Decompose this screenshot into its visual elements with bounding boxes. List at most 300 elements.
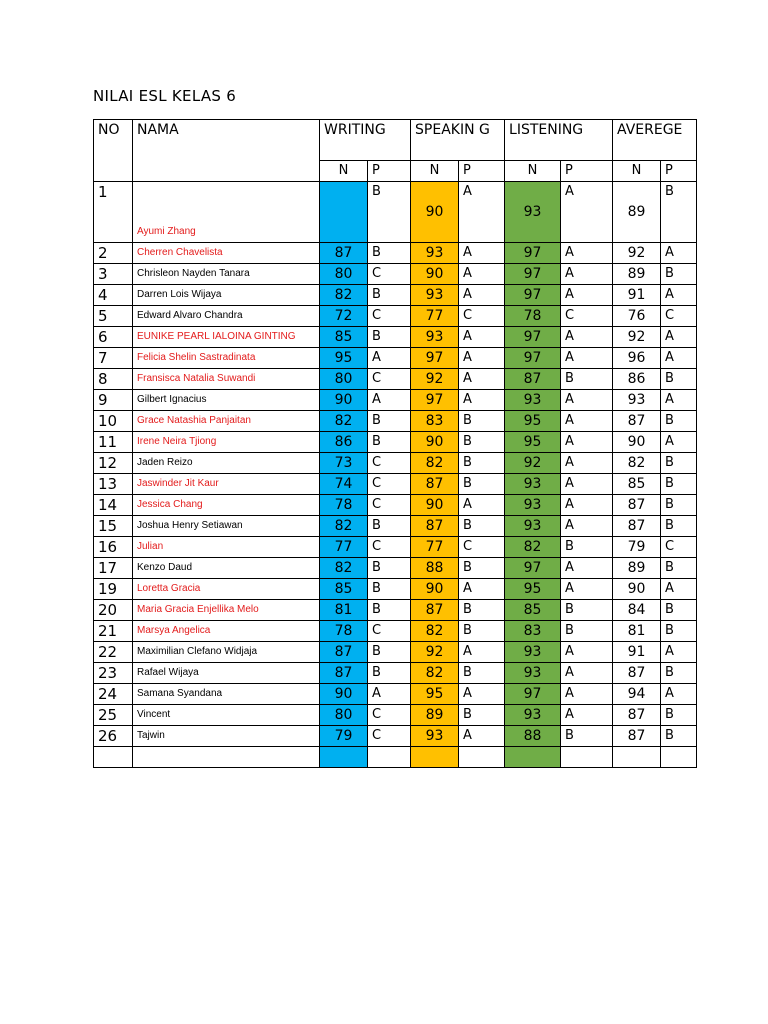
- student-no: 26: [94, 726, 133, 747]
- empty-cell: [320, 747, 368, 768]
- speaking-score: 90: [411, 579, 459, 600]
- listening-score: 97: [505, 264, 561, 285]
- header-listening: LISTENING: [505, 120, 613, 161]
- speaking-grade: C: [459, 537, 505, 558]
- listening-grade: A: [561, 642, 613, 663]
- student-name: Loretta Gracia: [133, 579, 320, 600]
- speaking-grade: A: [459, 726, 505, 747]
- student-name: EUNIKE PEARL IALOINA GINTING: [133, 327, 320, 348]
- listening-score: 93: [505, 516, 561, 537]
- average-score: 89: [613, 264, 661, 285]
- listening-grade: A: [561, 243, 613, 264]
- listening-score: 92: [505, 453, 561, 474]
- table-row: [94, 264, 697, 285]
- student-name: Cherren Chavelista: [133, 243, 320, 264]
- student-no: 15: [94, 516, 133, 537]
- writing-score: 82: [320, 516, 368, 537]
- speaking-score: 97: [411, 348, 459, 369]
- speaking-grade: A: [459, 182, 505, 243]
- speaking-score: 93: [411, 285, 459, 306]
- writing-grade: B: [368, 327, 411, 348]
- average-score: 90: [613, 432, 661, 453]
- speaking-score: 97: [411, 390, 459, 411]
- average-grade: B: [661, 705, 697, 726]
- listening-score: 85: [505, 600, 561, 621]
- listening-score: 97: [505, 684, 561, 705]
- student-no: 13: [94, 474, 133, 495]
- student-no: 2: [94, 243, 133, 264]
- student-no: 11: [94, 432, 133, 453]
- student-no: 22: [94, 642, 133, 663]
- speaking-grade: A: [459, 579, 505, 600]
- writing-grade: B: [368, 600, 411, 621]
- listening-grade: A: [561, 390, 613, 411]
- table-row: [94, 705, 697, 726]
- average-grade: A: [661, 579, 697, 600]
- average-score: 94: [613, 684, 661, 705]
- speaking-grade: B: [459, 516, 505, 537]
- speaking-grade: B: [459, 474, 505, 495]
- listening-grade: A: [561, 663, 613, 684]
- average-grade: B: [661, 264, 697, 285]
- writing-grade: B: [368, 663, 411, 684]
- student-name: Samana Syandana: [133, 684, 320, 705]
- table-row: [94, 285, 697, 306]
- average-grade: A: [661, 390, 697, 411]
- average-grade: A: [661, 348, 697, 369]
- writing-score: 85: [320, 579, 368, 600]
- subheader-writing-n: N: [320, 161, 368, 182]
- writing-grade: C: [368, 621, 411, 642]
- table-row: [94, 516, 697, 537]
- speaking-grade: A: [459, 684, 505, 705]
- average-grade: B: [661, 411, 697, 432]
- student-name: Fransisca Natalia Suwandi: [133, 369, 320, 390]
- listening-grade: A: [561, 182, 613, 243]
- writing-score: 95: [320, 348, 368, 369]
- student-name: Chrisleon Nayden Tanara: [133, 264, 320, 285]
- writing-grade: C: [368, 726, 411, 747]
- student-no: 21: [94, 621, 133, 642]
- speaking-grade: A: [459, 348, 505, 369]
- listening-score: 78: [505, 306, 561, 327]
- speaking-grade: A: [459, 642, 505, 663]
- speaking-grade: B: [459, 453, 505, 474]
- header-nama: NAMA: [133, 120, 320, 182]
- listening-grade: B: [561, 600, 613, 621]
- listening-grade: A: [561, 558, 613, 579]
- student-name: Gilbert Ignacius: [133, 390, 320, 411]
- average-grade: B: [661, 474, 697, 495]
- table-row: [94, 306, 697, 327]
- student-no: 6: [94, 327, 133, 348]
- listening-grade: B: [561, 537, 613, 558]
- writing-score: 79: [320, 726, 368, 747]
- speaking-grade: A: [459, 243, 505, 264]
- writing-score: 72: [320, 306, 368, 327]
- speaking-grade: C: [459, 306, 505, 327]
- table-row: [94, 726, 697, 747]
- table-row: [94, 495, 697, 516]
- student-no: 14: [94, 495, 133, 516]
- student-no: 5: [94, 306, 133, 327]
- listening-score: 93: [505, 182, 561, 243]
- student-no: 3: [94, 264, 133, 285]
- header-average: AVEREGE: [613, 120, 697, 161]
- writing-score: 85: [320, 327, 368, 348]
- average-grade: B: [661, 726, 697, 747]
- average-grade: B: [661, 621, 697, 642]
- average-score: 87: [613, 411, 661, 432]
- writing-grade: A: [368, 348, 411, 369]
- header-writing: WRITING: [320, 120, 411, 161]
- writing-grade: C: [368, 495, 411, 516]
- average-grade: A: [661, 285, 697, 306]
- listening-grade: B: [561, 621, 613, 642]
- table-row: [94, 642, 697, 663]
- table-row: [94, 182, 697, 243]
- empty-cell: [368, 747, 411, 768]
- table-row: [94, 474, 697, 495]
- listening-grade: A: [561, 411, 613, 432]
- listening-grade: A: [561, 264, 613, 285]
- writing-score: 87: [320, 663, 368, 684]
- subheader-listening-n: N: [505, 161, 561, 182]
- average-score: 87: [613, 516, 661, 537]
- average-score: 79: [613, 537, 661, 558]
- listening-grade: A: [561, 579, 613, 600]
- student-no: 24: [94, 684, 133, 705]
- speaking-grade: A: [459, 390, 505, 411]
- listening-score: 93: [505, 705, 561, 726]
- student-no: 8: [94, 369, 133, 390]
- writing-score: 86: [320, 432, 368, 453]
- speaking-score: 92: [411, 642, 459, 663]
- empty-cell: [459, 747, 505, 768]
- average-score: 81: [613, 621, 661, 642]
- listening-grade: A: [561, 348, 613, 369]
- speaking-score: 77: [411, 306, 459, 327]
- writing-grade: B: [368, 432, 411, 453]
- speaking-grade: B: [459, 600, 505, 621]
- student-no: 16: [94, 537, 133, 558]
- listening-score: 97: [505, 558, 561, 579]
- average-score: 87: [613, 495, 661, 516]
- writing-score: 90: [320, 390, 368, 411]
- average-grade: C: [661, 537, 697, 558]
- writing-score: 73: [320, 453, 368, 474]
- table-row: [94, 432, 697, 453]
- writing-grade: C: [368, 474, 411, 495]
- writing-score: 82: [320, 285, 368, 306]
- writing-grade: B: [368, 516, 411, 537]
- header-speaking: SPEAKIN G: [411, 120, 505, 161]
- listening-score: 83: [505, 621, 561, 642]
- speaking-grade: B: [459, 432, 505, 453]
- speaking-grade: B: [459, 705, 505, 726]
- average-score: 76: [613, 306, 661, 327]
- average-score: 87: [613, 726, 661, 747]
- listening-score: 88: [505, 726, 561, 747]
- writing-score: 87: [320, 243, 368, 264]
- average-score: 89: [613, 182, 661, 243]
- student-name: Joshua Henry Setiawan: [133, 516, 320, 537]
- writing-score: 81: [320, 600, 368, 621]
- speaking-grade: A: [459, 285, 505, 306]
- student-name: Marsya Angelica: [133, 621, 320, 642]
- student-name: Maximilian Clefano Widjaja: [133, 642, 320, 663]
- average-score: 89: [613, 558, 661, 579]
- student-name: Julian: [133, 537, 320, 558]
- speaking-score: 90: [411, 495, 459, 516]
- subheader-average-n: N: [613, 161, 661, 182]
- average-grade: B: [661, 516, 697, 537]
- average-score: 90: [613, 579, 661, 600]
- empty-cell: [411, 747, 459, 768]
- average-grade: A: [661, 327, 697, 348]
- student-no: 20: [94, 600, 133, 621]
- listening-score: 95: [505, 411, 561, 432]
- average-grade: B: [661, 369, 697, 390]
- listening-score: 93: [505, 474, 561, 495]
- speaking-score: 95: [411, 684, 459, 705]
- listening-grade: A: [561, 705, 613, 726]
- listening-grade: A: [561, 684, 613, 705]
- student-name: Jaswinder Jit Kaur: [133, 474, 320, 495]
- student-no: 19: [94, 579, 133, 600]
- average-score: 91: [613, 285, 661, 306]
- speaking-score: 93: [411, 726, 459, 747]
- student-name: Kenzo Daud: [133, 558, 320, 579]
- average-grade: A: [661, 642, 697, 663]
- student-name: Jaden Reizo: [133, 453, 320, 474]
- average-grade: A: [661, 684, 697, 705]
- writing-grade: B: [368, 411, 411, 432]
- table-row: [94, 243, 697, 264]
- writing-score: 74: [320, 474, 368, 495]
- writing-score: 82: [320, 411, 368, 432]
- average-score: 91: [613, 642, 661, 663]
- listening-score: 95: [505, 579, 561, 600]
- average-score: 96: [613, 348, 661, 369]
- student-name: Maria Gracia Enjellika Melo: [133, 600, 320, 621]
- writing-score: 80: [320, 705, 368, 726]
- speaking-grade: A: [459, 264, 505, 285]
- average-grade: B: [661, 600, 697, 621]
- writing-score: 80: [320, 264, 368, 285]
- listening-score: 95: [505, 432, 561, 453]
- student-no: 25: [94, 705, 133, 726]
- speaking-grade: A: [459, 495, 505, 516]
- speaking-score: 87: [411, 474, 459, 495]
- subheader-listening-p: P: [561, 161, 613, 182]
- writing-score: 77: [320, 537, 368, 558]
- writing-score: 87: [320, 642, 368, 663]
- student-name: Irene Neira Tjiong: [133, 432, 320, 453]
- speaking-score: 82: [411, 453, 459, 474]
- average-grade: A: [661, 432, 697, 453]
- listening-score: 93: [505, 390, 561, 411]
- average-score: 92: [613, 243, 661, 264]
- average-score: 92: [613, 327, 661, 348]
- student-no: 12: [94, 453, 133, 474]
- writing-grade: A: [368, 390, 411, 411]
- writing-grade: C: [368, 537, 411, 558]
- speaking-grade: A: [459, 327, 505, 348]
- listening-grade: A: [561, 453, 613, 474]
- table-row: [94, 558, 697, 579]
- empty-cell: [661, 747, 697, 768]
- empty-cell: [94, 747, 133, 768]
- speaking-score: 82: [411, 621, 459, 642]
- average-score: 87: [613, 663, 661, 684]
- average-score: 93: [613, 390, 661, 411]
- average-score: 87: [613, 705, 661, 726]
- speaking-score: 92: [411, 369, 459, 390]
- listening-score: 87: [505, 369, 561, 390]
- student-no: 7: [94, 348, 133, 369]
- writing-grade: C: [368, 705, 411, 726]
- student-name: Edward Alvaro Chandra: [133, 306, 320, 327]
- writing-score: 80: [320, 369, 368, 390]
- writing-grade: B: [368, 642, 411, 663]
- average-grade: C: [661, 306, 697, 327]
- table-row: [94, 579, 697, 600]
- average-grade: B: [661, 558, 697, 579]
- listening-score: 97: [505, 348, 561, 369]
- average-grade: A: [661, 243, 697, 264]
- student-name: Rafael Wijaya: [133, 663, 320, 684]
- listening-grade: A: [561, 285, 613, 306]
- header-no: NO: [94, 120, 133, 182]
- empty-row: [94, 747, 697, 768]
- empty-cell: [505, 747, 561, 768]
- writing-grade: B: [368, 285, 411, 306]
- speaking-score: 89: [411, 705, 459, 726]
- average-grade: B: [661, 663, 697, 684]
- speaking-grade: B: [459, 411, 505, 432]
- speaking-score: 90: [411, 264, 459, 285]
- listening-grade: A: [561, 516, 613, 537]
- table-row: [94, 600, 697, 621]
- listening-grade: B: [561, 726, 613, 747]
- table-row: [94, 369, 697, 390]
- average-grade: B: [661, 495, 697, 516]
- empty-cell: [561, 747, 613, 768]
- student-name: Jessica Chang: [133, 495, 320, 516]
- student-name: Tajwin: [133, 726, 320, 747]
- grades-body: [94, 182, 697, 768]
- listening-grade: A: [561, 432, 613, 453]
- writing-grade: B: [368, 243, 411, 264]
- table-row: [94, 621, 697, 642]
- student-name: Felicia Shelin Sastradinata: [133, 348, 320, 369]
- writing-score: 78: [320, 495, 368, 516]
- listening-grade: A: [561, 474, 613, 495]
- speaking-grade: B: [459, 558, 505, 579]
- table-row: [94, 348, 697, 369]
- student-no: 1: [94, 182, 133, 243]
- subheader-writing-p: P: [368, 161, 411, 182]
- speaking-score: 93: [411, 327, 459, 348]
- student-name: Grace Natashia Panjaitan: [133, 411, 320, 432]
- writing-score: 78: [320, 621, 368, 642]
- grades-table: [93, 119, 697, 768]
- writing-grade: C: [368, 453, 411, 474]
- listening-score: 97: [505, 243, 561, 264]
- listening-grade: C: [561, 306, 613, 327]
- listening-grade: B: [561, 369, 613, 390]
- speaking-grade: B: [459, 663, 505, 684]
- writing-grade: C: [368, 264, 411, 285]
- average-score: 82: [613, 453, 661, 474]
- table-row: [94, 663, 697, 684]
- speaking-score: 87: [411, 516, 459, 537]
- writing-grade: B: [368, 182, 411, 243]
- speaking-score: 90: [411, 182, 459, 243]
- writing-grade: B: [368, 579, 411, 600]
- table-row: [94, 684, 697, 705]
- speaking-grade: B: [459, 621, 505, 642]
- speaking-score: 88: [411, 558, 459, 579]
- writing-grade: B: [368, 558, 411, 579]
- listening-score: 93: [505, 663, 561, 684]
- empty-cell: [133, 747, 320, 768]
- listening-grade: A: [561, 327, 613, 348]
- average-score: 84: [613, 600, 661, 621]
- table-row: [94, 411, 697, 432]
- speaking-score: 90: [411, 432, 459, 453]
- listening-score: 93: [505, 642, 561, 663]
- header-row: [94, 120, 697, 161]
- speaking-score: 87: [411, 600, 459, 621]
- speaking-grade: A: [459, 369, 505, 390]
- student-name: Darren Lois Wijaya: [133, 285, 320, 306]
- writing-grade: A: [368, 684, 411, 705]
- writing-score: 90: [320, 684, 368, 705]
- student-name: Vincent: [133, 705, 320, 726]
- student-no: 4: [94, 285, 133, 306]
- speaking-score: 83: [411, 411, 459, 432]
- page-title: NILAI ESL KELAS 6: [93, 87, 237, 105]
- student-name: Ayumi Zhang: [133, 182, 320, 243]
- writing-grade: C: [368, 369, 411, 390]
- listening-score: 97: [505, 285, 561, 306]
- writing-score: [320, 182, 368, 243]
- writing-score: 82: [320, 558, 368, 579]
- speaking-score: 93: [411, 243, 459, 264]
- subheader-speaking-n: N: [411, 161, 459, 182]
- writing-grade: C: [368, 306, 411, 327]
- student-no: 17: [94, 558, 133, 579]
- student-no: 23: [94, 663, 133, 684]
- table-row: [94, 453, 697, 474]
- average-grade: B: [661, 182, 697, 243]
- student-no: 10: [94, 411, 133, 432]
- speaking-score: 82: [411, 663, 459, 684]
- listening-score: 93: [505, 495, 561, 516]
- average-score: 86: [613, 369, 661, 390]
- average-score: 85: [613, 474, 661, 495]
- empty-cell: [613, 747, 661, 768]
- table-row: [94, 390, 697, 411]
- table-row: [94, 327, 697, 348]
- listening-grade: A: [561, 495, 613, 516]
- subheader-speaking-p: P: [459, 161, 505, 182]
- speaking-score: 77: [411, 537, 459, 558]
- table-row: [94, 537, 697, 558]
- subheader-average-p: P: [661, 161, 697, 182]
